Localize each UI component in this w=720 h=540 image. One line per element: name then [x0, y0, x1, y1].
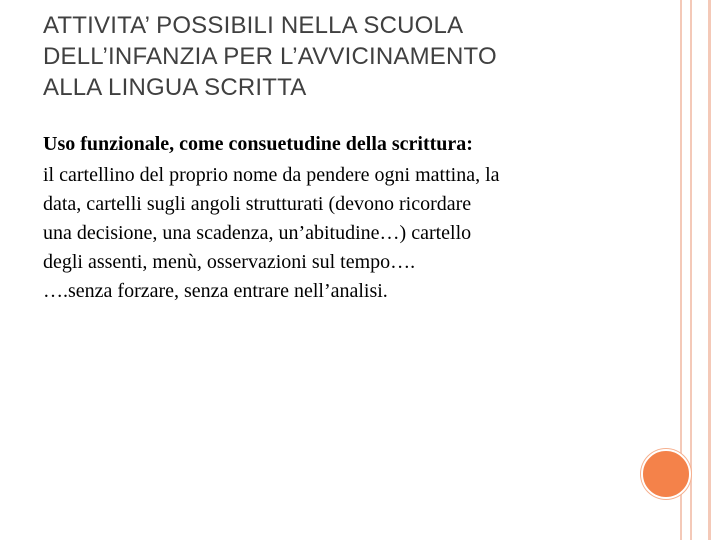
slide-body — [43, 130, 643, 306]
title-line: ATTIVITA’ POSSIBILI NELLA SCUOLA — [43, 12, 464, 39]
title-line: ALLA LINGUA SCRITTA — [43, 74, 307, 101]
section-heading: Uso funzionale, come consuetudine della scrittura: — [43, 133, 473, 155]
paragraph-line: una decisione, una scadenza, un’abitudine…) cartello — [43, 222, 472, 244]
decorative-border-line — [708, 0, 711, 540]
decorative-circle — [641, 449, 691, 499]
decorative-border-line — [690, 0, 692, 540]
activity-paragraph — [43, 161, 643, 277]
slide-title — [43, 10, 643, 103]
paragraph-line: degli assenti, menù, osservazioni sul tempo…. — [43, 251, 416, 273]
closing-line: ….senza forzare, senza entrare nell’analisi. — [43, 280, 388, 302]
title-line: DELL’INFANZIA PER L’AVVICINAMENTO — [43, 43, 497, 70]
paragraph-line: il cartellino del proprio nome da pendere ogni mattina, la — [43, 164, 500, 186]
paragraph-line: data, cartelli sugli angoli strutturati (devono ricordare — [43, 193, 472, 215]
